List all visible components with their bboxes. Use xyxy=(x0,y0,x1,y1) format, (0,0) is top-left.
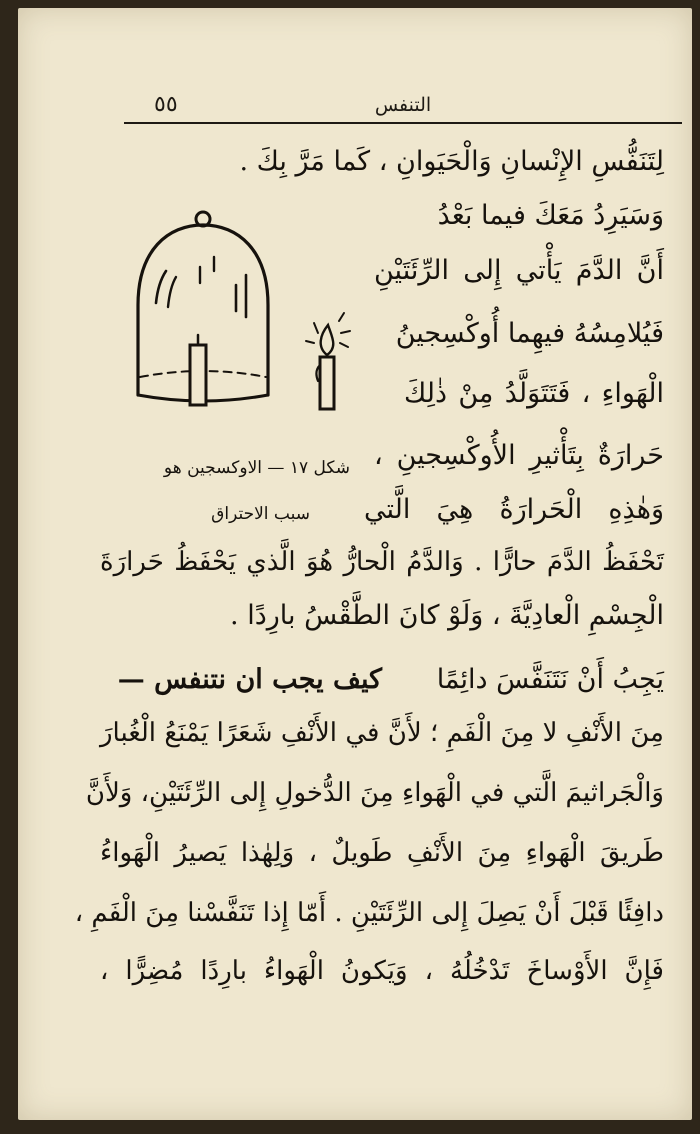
light-ray xyxy=(340,343,348,347)
running-title: التنفس xyxy=(374,94,432,116)
text-line: دافِئًا قَبْلَ أَنْ يَصِلَ إِلى الرِّئَتَيْنِ . أَمّا إِذا تَنَفَّسْنا مِنَ الْفَمِ ، xyxy=(74,898,664,928)
text-line: فَإِنَّ الأَوْساخَ تَدْخُلُهُ ، وَيَكونُ الْهَواءُ بارِدًا مُضِرًّا ، xyxy=(100,956,664,986)
text-line: وَالْجَراثيمَ الَّتي في الْهَواءِ مِنَ الدُّخولِ إِلى الرِّئَتَيْنِ، وَلأَنَّ xyxy=(85,778,664,808)
text-line: وَهٰذِهِ الْحَرارَةُ هِيَ الَّتي xyxy=(364,494,664,525)
text-line: تَحْفَظُ الدَّمَ حارًّا . وَالدَّمُ الْحارُّ هُوَ الَّذي يَحْفَظُ حَرارَةَ xyxy=(100,547,664,577)
figure-caption-line1: شكل ١٧ — الاوكسجين هو xyxy=(163,458,350,478)
light-ray xyxy=(339,313,344,321)
text-line: فَيُلامِسُهُ فيهِما أُوكْسِجينُ xyxy=(395,318,664,349)
jar-reflection xyxy=(156,271,166,303)
text-line: حَرارَةٌ بِتَأْثيرِ الأُوكْسِجينِ ، xyxy=(374,440,664,471)
text-line: لِتَنَفُّسِ الإِنْسانِ وَالْحَيَوانِ ، كَما مَرَّ بِكَ . xyxy=(239,146,664,177)
candle-flame xyxy=(321,325,334,355)
text-line: مِنَ الأَنْفِ لا مِنَ الْفَمِ ؛ لأَنَّ في الأَنْفِ شَعَرًا يَمْنَعُ الْغُبارَ xyxy=(100,718,664,748)
light-ray xyxy=(314,323,318,333)
text-line: الْهَواءِ ، فَتَتَوَلَّدُ مِنْ ذٰلِكَ xyxy=(404,378,664,409)
light-ray xyxy=(306,341,314,343)
header-rule xyxy=(124,122,682,124)
figure-bell-jar-candle xyxy=(128,205,368,425)
text-line: أَنَّ الدَّمَ يَأْتي إِلى الرِّئَتَيْنِ xyxy=(374,255,664,286)
text-line: وَسَيَرِدُ مَعَكَ فيما بَعْدُ xyxy=(437,200,664,231)
text-line: الْجِسْمِ الْعادِيَّةَ ، وَلَوْ كانَ الطَّقْسُ بارِدًا . xyxy=(230,600,664,631)
burning-candle xyxy=(320,357,334,409)
light-ray xyxy=(341,331,350,333)
candle-under-jar xyxy=(190,345,206,405)
figure-caption-line2: سبب الاحتراق xyxy=(211,504,310,524)
section-heading: كيف يجب ان نتنفس — xyxy=(117,664,382,695)
text-line: يَجِبُ أَنْ نَتَنَفَّسَ دائِمًا xyxy=(436,664,664,695)
page-number: ٥٥ xyxy=(154,92,178,117)
text-line: طَريقَ الْهَواءِ مِنَ الأَنْفِ طَويلٌ ، وَلِهٰذا يَصيرُ الْهَواءُ xyxy=(100,838,664,868)
jar-reflection xyxy=(168,277,176,307)
page-header xyxy=(124,90,682,124)
